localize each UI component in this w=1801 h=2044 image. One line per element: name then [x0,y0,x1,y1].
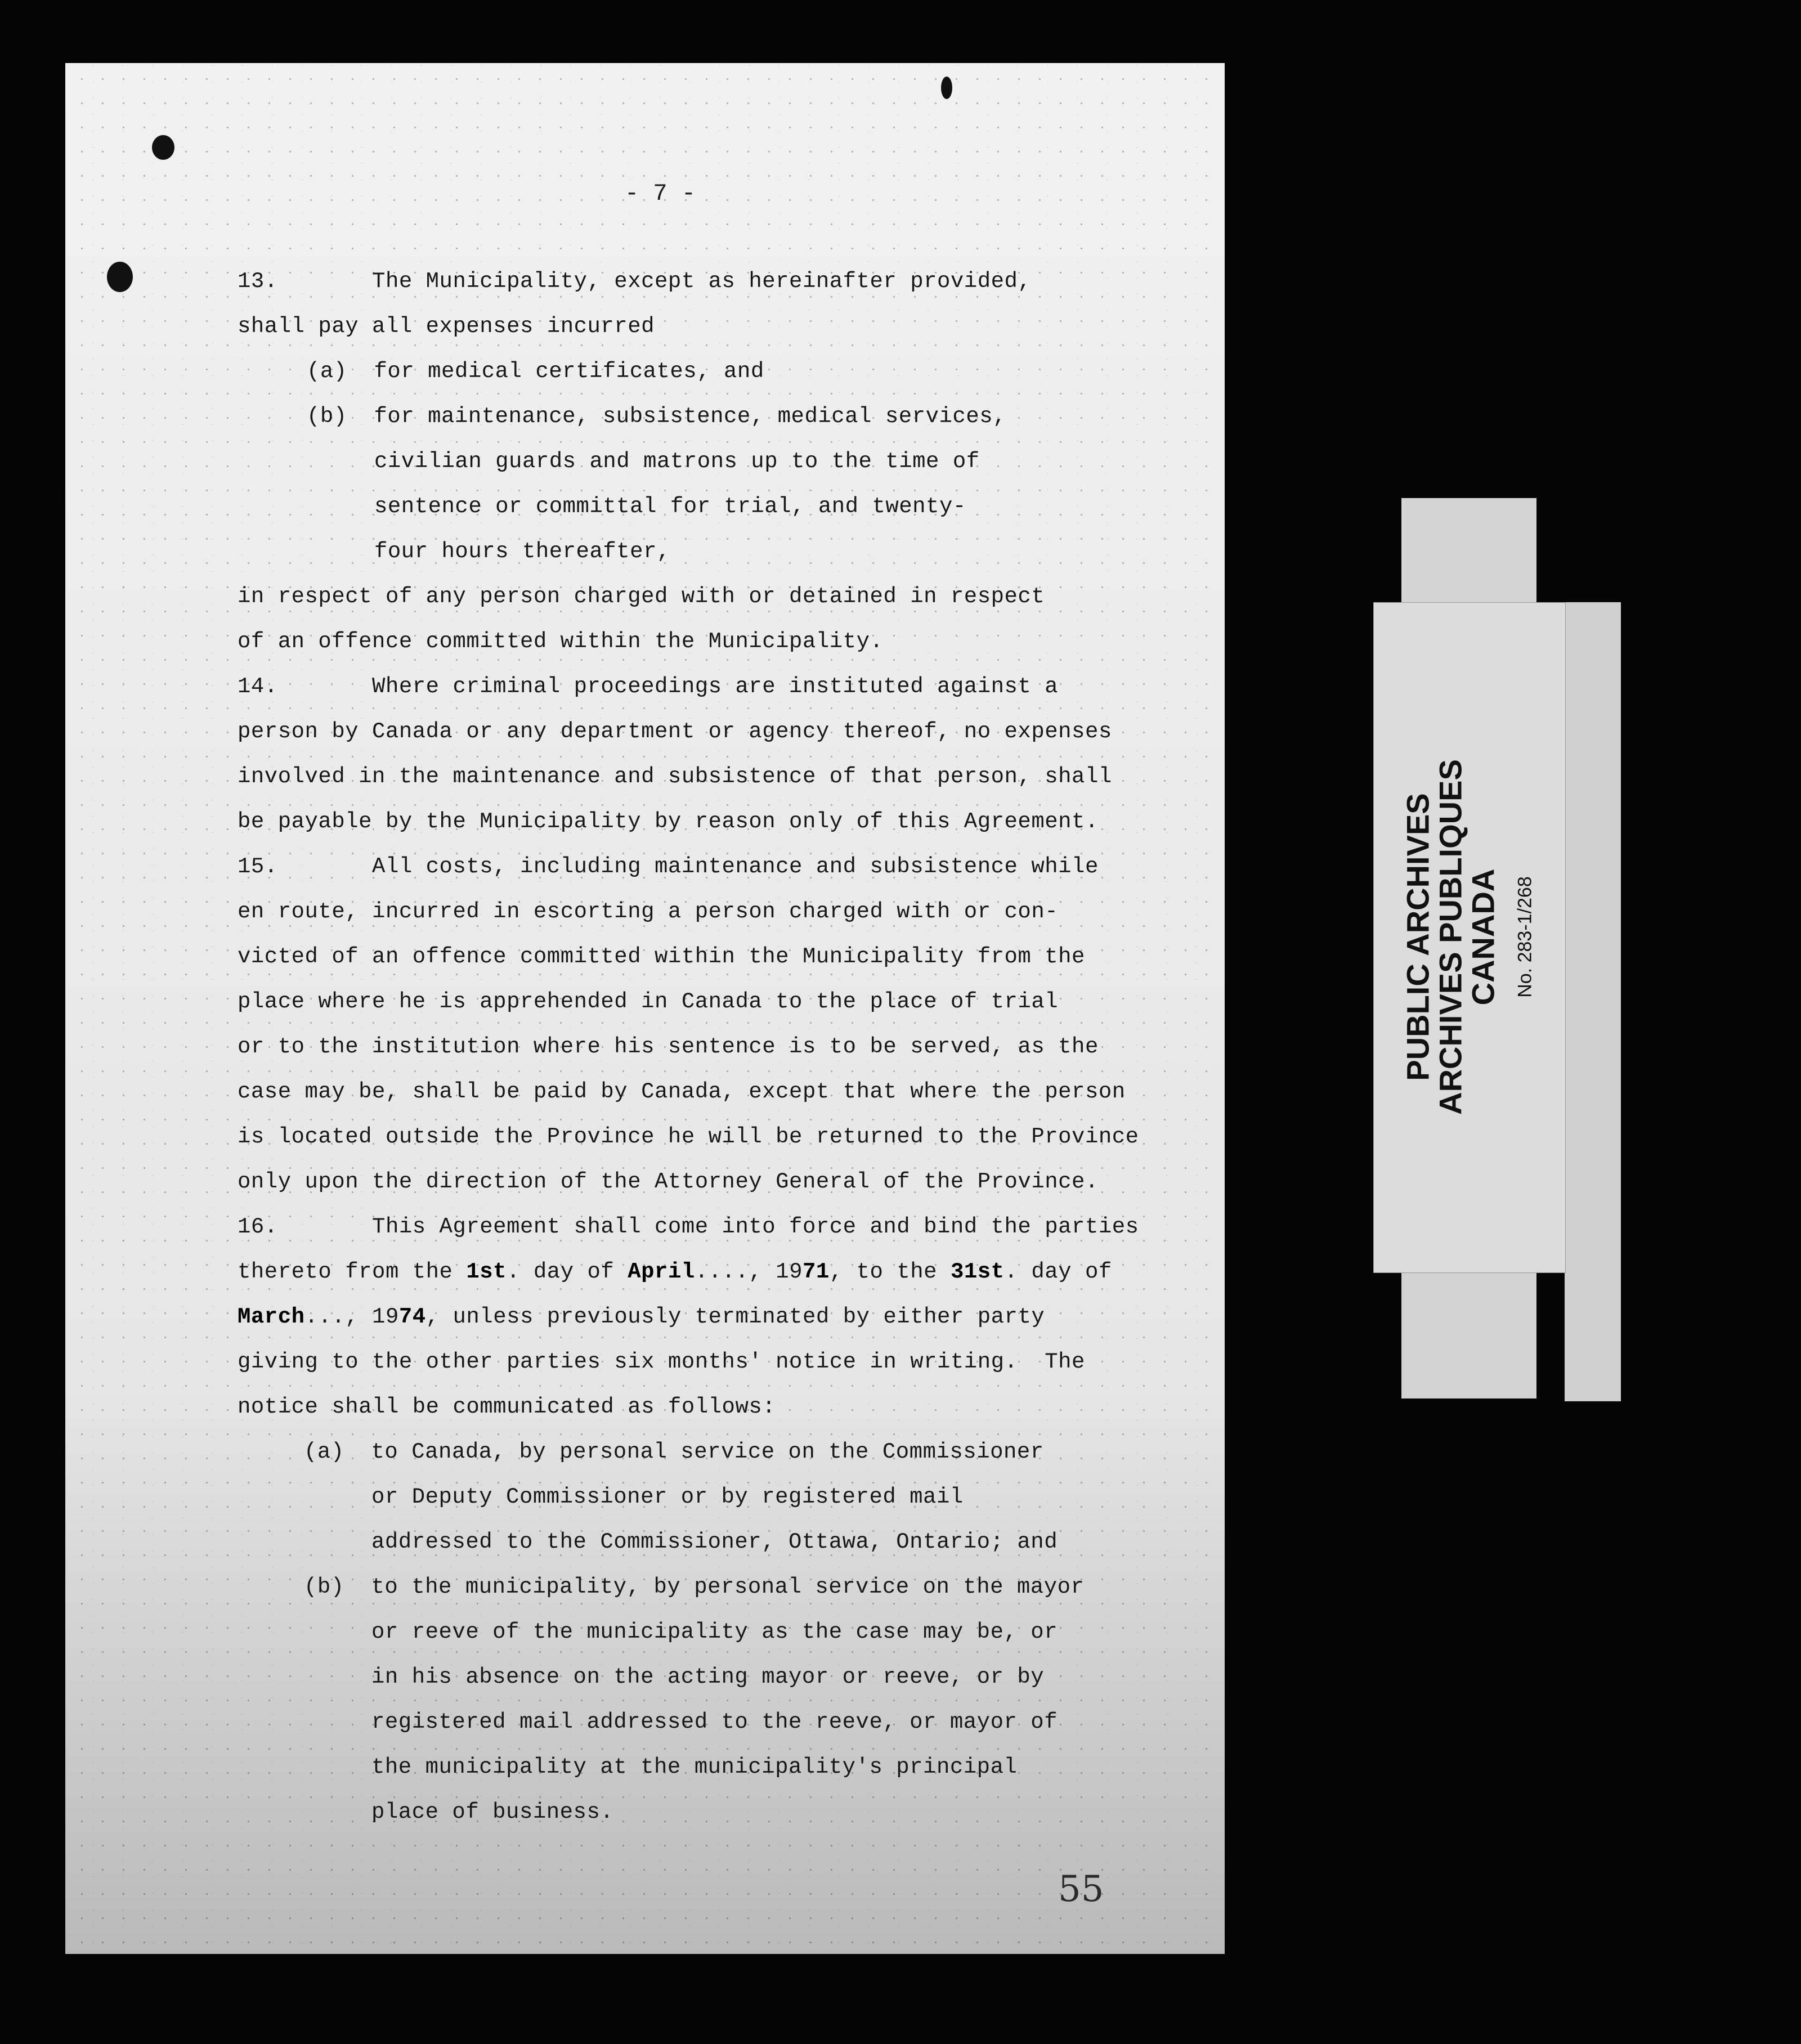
text-fragment: . day of [507,1259,628,1284]
archive-label-line: CANADA [1465,868,1501,1006]
archive-label-text [1402,627,1536,1247]
text-line: of an offence committed within the Municipality. [238,629,884,654]
text-line: person by Canada or any department or agency thereof, no expenses [238,719,1112,744]
text-line: place of business. [371,1800,614,1825]
text-line: only upon the direction of the Attorney General of the Province. [238,1169,1099,1194]
text-line: be payable by the Municipality by reason only of this Agreement. [238,809,1099,834]
text-line: place where he is apprehended in Canada to the place of trial [238,989,1059,1014]
archive-label-text-area [1373,602,1565,1272]
text-line: or to the institution where his sentence is to be served, as the [238,1034,1099,1059]
stamped-year-start: 71 [803,1259,830,1284]
text-line: (a) for medical certificates, and [307,359,764,384]
text-line: 14. Where criminal proceedings are instituted against a [238,674,1059,699]
text-line: or reeve of the municipality as the case may be, or [371,1620,1058,1644]
folio-number: 55 [1058,1868,1104,1910]
text-fragment: ...., 19 [695,1259,803,1284]
text-line-dates [238,1305,1045,1329]
ink-blot [941,77,952,99]
text-line: in respect of any person charged with or detained in respect [238,584,1045,609]
text-fragment: . day of [1004,1259,1112,1284]
page-number: - 7 - [625,180,696,207]
ink-blot [107,262,133,292]
text-line: the municipality at the municipality's principal [371,1755,1018,1779]
stamped-month-end: March [238,1305,305,1329]
text-line: 15. All costs, including maintenance and subsistence while [238,854,1099,879]
text-fragment: , to the [829,1259,951,1284]
text-line: four hours thereafter, [374,539,670,564]
text-line: civilian guards and matrons up to the time of [374,449,980,474]
text-line: notice shall be communicated as follows: [238,1395,776,1419]
archive-label-tab [1401,1269,1536,1398]
stamped-year-end: 74 [398,1305,426,1329]
text-line: in his absence on the acting mayor or reeve, or by [371,1665,1045,1689]
archive-label-line: PUBLIC ARCHIVES [1400,793,1436,1081]
text-line: (b) to the municipality, by personal service on the mayor [304,1575,1085,1599]
text-line: (b) for maintenance, subsistence, medical services, [307,404,1006,429]
archive-label-line: ARCHIVES PUBLIQUES [1432,759,1468,1115]
text-line: victed of an offence committed within the Municipality from the [238,944,1085,969]
text-fragment: ..., 19 [304,1305,399,1329]
text-line: is located outside the Province he will be returned to the Province [238,1124,1139,1149]
text-line: involved in the maintenance and subsistence of that person, shall [238,764,1112,789]
text-line: case may be, shall be paid by Canada, except that where the person [238,1079,1126,1104]
text-line: 13. The Municipality, except as hereinafter provided, [238,269,1032,294]
text-line: sentence or committal for trial, and twenty- [374,494,966,519]
text-line: 16. This Agreement shall come into force and bind the parties [238,1214,1139,1239]
stamped-day-end: 31st [950,1259,1005,1284]
archive-label-strip [1565,602,1621,1401]
stamped-month-start: April [628,1259,695,1284]
text-line: registered mail addressed to the reeve, or mayor of [371,1710,1058,1734]
archive-label-tab [1401,498,1536,605]
ink-blot [152,135,174,160]
text-line: giving to the other parties six months' notice in writing. The [238,1350,1085,1374]
text-line: shall pay all expenses incurred [238,314,655,339]
archive-reference-number: No. 283-1/268 [1514,876,1536,998]
text-line: en route, incurred in escorting a person charged with or con- [238,899,1059,924]
stamped-day-start: 1st [466,1259,507,1284]
text-fragment: , unless previously terminated by either party [425,1305,1045,1329]
text-fragment: thereto from the [238,1259,467,1284]
text-line: addressed to the Commissioner, Ottawa, Ontario; and [371,1530,1058,1554]
text-line: or Deputy Commissioner or by registered mail [371,1485,964,1509]
text-line-dates [238,1259,1112,1284]
text-line: (a) to Canada, by personal service on the Commissioner [304,1440,1044,1464]
